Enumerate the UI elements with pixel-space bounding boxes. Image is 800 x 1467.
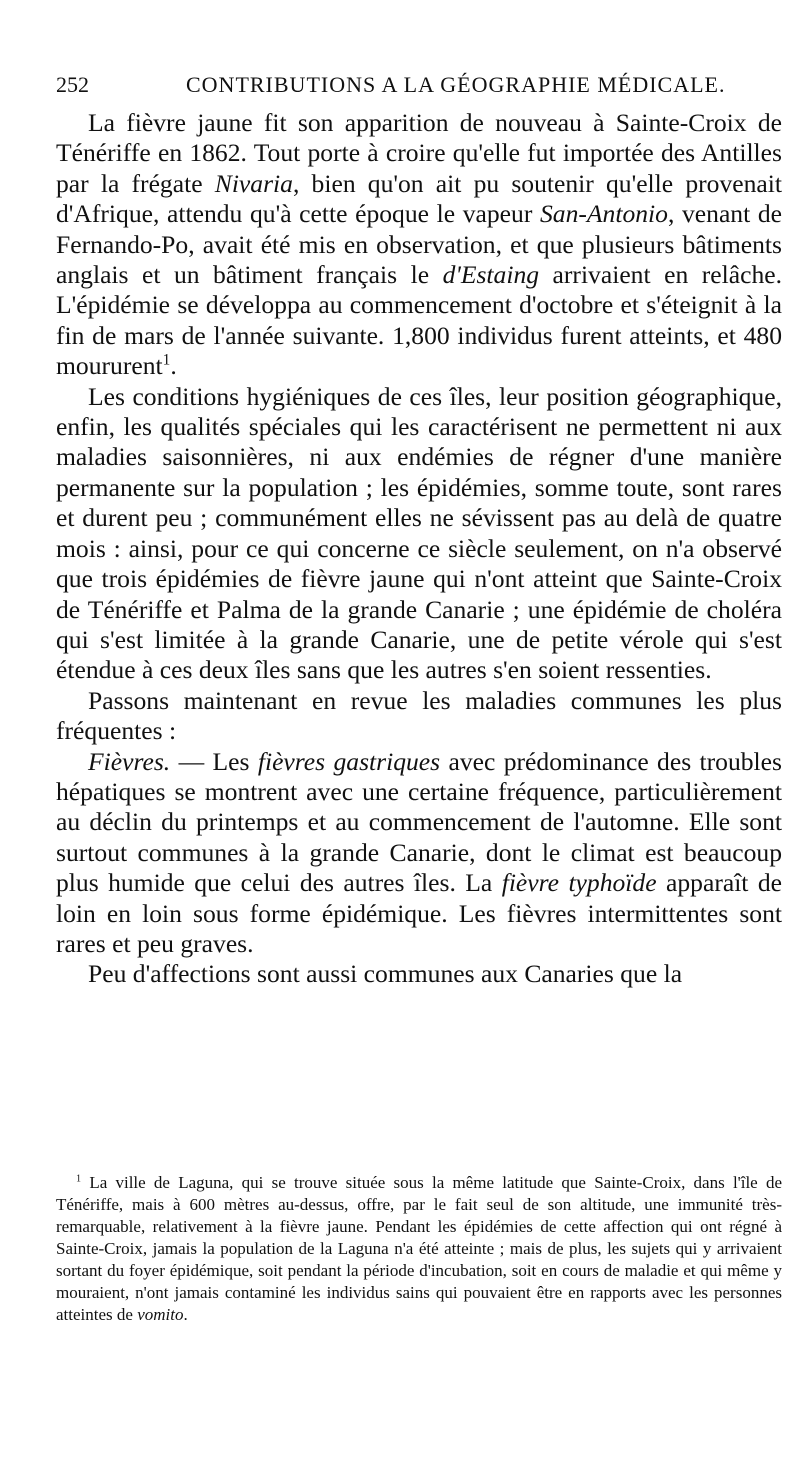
page-number: 252 [56, 72, 89, 97]
footnote-reference: 1 [162, 351, 171, 369]
running-title: CONTRIBUTIONS A LA GÉOGRAPHIE MÉDICALE. [186, 72, 726, 97]
text-run: arrivaient en relâche. L'épidémie se développa au commencement d'octobre et s'éteignit à la fin de mars de l'année suivante. 1,800 individus furent atteints, et 480 moururent [56, 260, 783, 381]
text-run: , venant de Fernando-Po, avait été mis en observation, et que plusieurs bâtiments anglais et un bâtiment français le [56, 199, 782, 290]
paragraph-fevers [56, 747, 782, 960]
footnote [56, 1172, 782, 1326]
ship-name-nivaria: Nivaria [214, 168, 293, 198]
body-text [56, 108, 782, 990]
paragraph-yellow-fever-1862 [56, 108, 782, 382]
term-typhoid-fever: fièvre typhoïde [501, 868, 657, 898]
paragraph-common-diseases: Passons maintenant en revue les maladies communes les plus fréquentes : [56, 685, 782, 746]
text-run: . [170, 351, 177, 381]
term-vomito: vomito [137, 1305, 184, 1324]
footnote-marker: 1 [76, 1173, 82, 1185]
text-run: La fièvre jaune fit son apparition de nouveau à Sainte-Croix de Ténériffe en 1862. Tout porte à croire qu'elle fut importée des Antilles par la frégate [56, 108, 782, 198]
text-run: La ville de Laguna, qui se trouve située sous la même latitude que Sainte-Croix, dans l'île de Ténériffe, mais à 600 mètres au-dessus, offre, par le fait seul de son altitude, une immunité très-remarquable, relativement à la fièvre jaune. Pendant les épidémies de cette affection qui ont régné à Sainte-Croix, jamais la population de la Laguna n'a été atteinte ; mais de plus, les sujets qui y arrivaient sortant du foyer épidémique, soit pendant la période d'incubation, soit en cours de maladie et qui même y mouraient, n'ont jamais contaminé les individus sains qui pouvaient être en rapports avec les personnes atteintes de [56, 1173, 782, 1324]
text-run: — Les [170, 746, 258, 776]
section-heading-fevers: Fièvres. [88, 746, 171, 776]
text-run: . [183, 1305, 188, 1324]
text-run: apparaît de loin en loin sous forme épidémique. Les fièvres intermittentes sont rares et peu graves. [56, 868, 783, 958]
text-run: , bien qu'on ait pu soutenir qu'elle provenait d'Afrique, attendu qu'à cette époque le vapeur [56, 168, 782, 229]
text-run: avec prédominance des troubles hépatiques se montrent avec une certaine fréquence, particulièrement au déclin du printemps et au commencement de l'automne. Elle sont surtout communes à la grande Canarie, dont le climat est beaucoup plus humide que celui des autres îles. La [56, 746, 782, 898]
paragraph-hygienic-conditions: Les conditions hygiéniques de ces îles, leur position géographique, enfin, les qualités spéciales qui les caractérisent ne permettent ni aux maladies saisonnières, ni aux endémies de régner d'une manière permanente sur la population ; les épidémies, somme toute, sont rares et durent peu ; communément elles ne sévissent pas au delà de quatre mois : ainsi, pour ce qui concerne ce siècle seulement, on n'a observé que trois épidémies de fièvre jaune qui n'ont atteint que Sainte-Croix de Ténériffe et Palma de la grande Canarie ; une épidémie de choléra qui s'est limitée à la grande Canarie, une de petite vérole qui s'est étendue à ces deux îles sans que les autres s'en soient ressenties. [56, 381, 782, 685]
footnote-text [56, 1172, 782, 1326]
term-gastric-fevers: fièvres gastriques [257, 746, 441, 776]
ship-name-san-antonio: San-Antonio [540, 199, 668, 229]
page-header [56, 72, 780, 102]
paragraph-affections: Peu d'affections sont aussi communes aux Canaries que la [88, 959, 683, 989]
ship-name-estaing: d'Estaing [442, 260, 540, 290]
